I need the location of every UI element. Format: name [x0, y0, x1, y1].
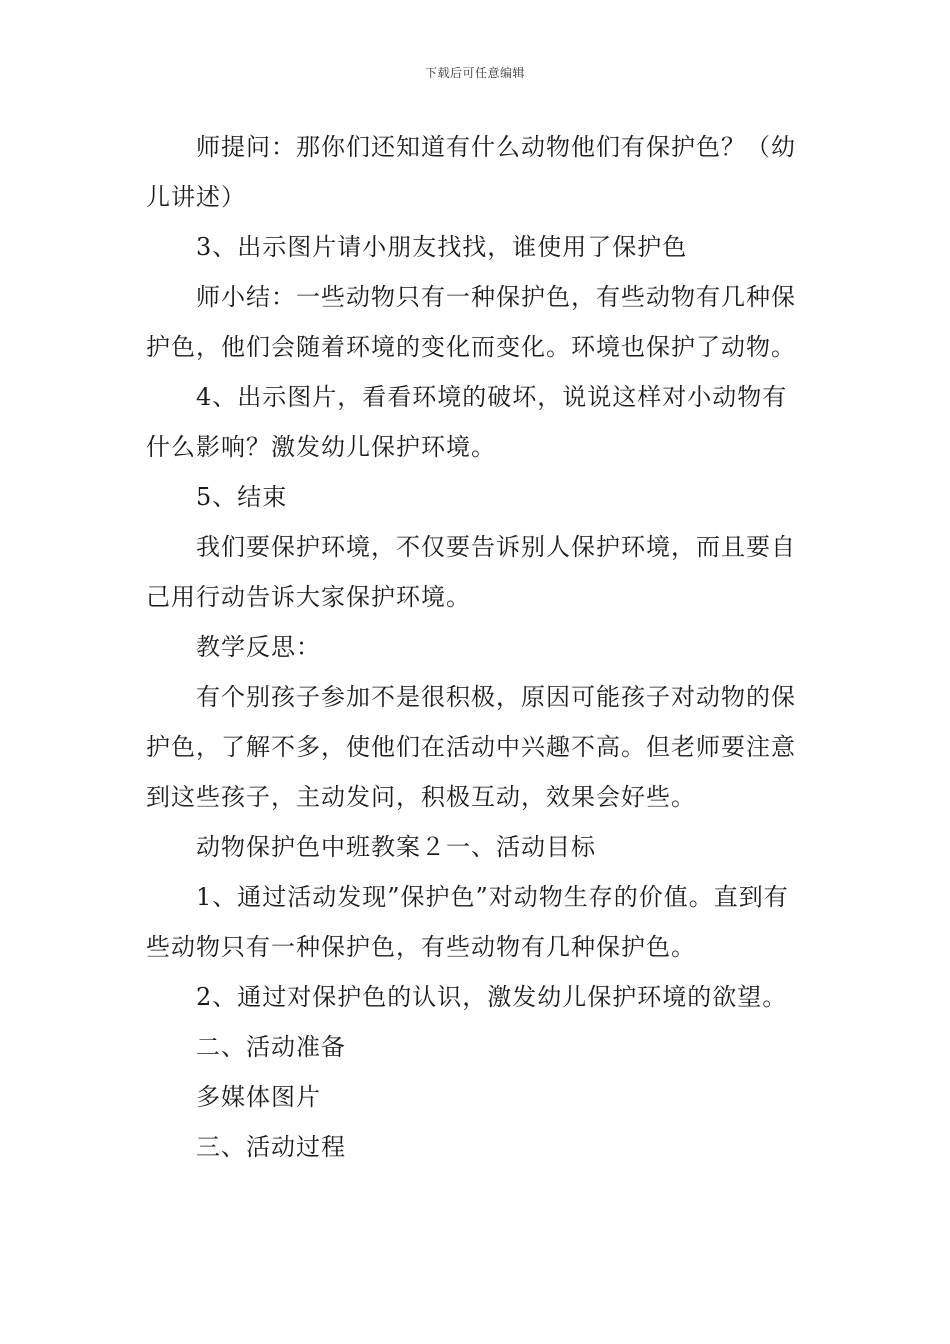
paragraph-reflection-body: 有个别孩子参加不是很积极，原因可能孩子对动物的保护色，了解不多，使他们在活动中兴趣不高。但老师要注意到这些孩子，主动发问，积极互动，效果会好些。	[146, 683, 796, 811]
paragraph-preparation-heading: 二、活动准备	[196, 1033, 346, 1061]
paragraph-objective-1: 1、通过活动发现”保护色”对动物生存的价值。直到有些动物只有一种保护色，有些动物有几种保护色。	[146, 883, 789, 961]
paragraph-process-heading: 三、活动过程	[196, 1133, 346, 1161]
paragraph-preparation-body: 多媒体图片	[196, 1083, 321, 1111]
paragraph-step-3: 3、出示图片请小朋友找找，谁使用了保护色	[196, 233, 688, 261]
body-text	[146, 122, 810, 1172]
paragraph-reflection-heading: 教学反思：	[196, 633, 321, 661]
paragraph-teacher-question: 师提问：那你们还知道有什么动物他们有保护色？（幼儿讲述）	[146, 133, 796, 211]
paragraph-lesson-2-objectives: 动物保护色中班教案２一、活动目标	[196, 833, 596, 861]
paragraph-objective-2: 2、通过对保护色的认识，激发幼儿保护环境的欲望。	[196, 983, 788, 1011]
paragraph-step-5: 5、结束	[196, 483, 288, 511]
paragraph-step-4: 4、出示图片，看看环境的破坏，说说这样对小动物有什么影响？激发幼儿保护环境。	[146, 383, 788, 461]
paragraph-protect-environment: 我们要保护环境，不仅要告诉别人保护环境，而且要自己用行动告诉大家保护环境。	[146, 533, 796, 611]
paragraph-teacher-summary: 师小结：一些动物只有一种保护色，有些动物有几种保护色，他们会随着环境的变化而变化。环境也保护了动物。	[146, 283, 796, 361]
header-note: 下载后可任意编辑	[424, 66, 525, 80]
